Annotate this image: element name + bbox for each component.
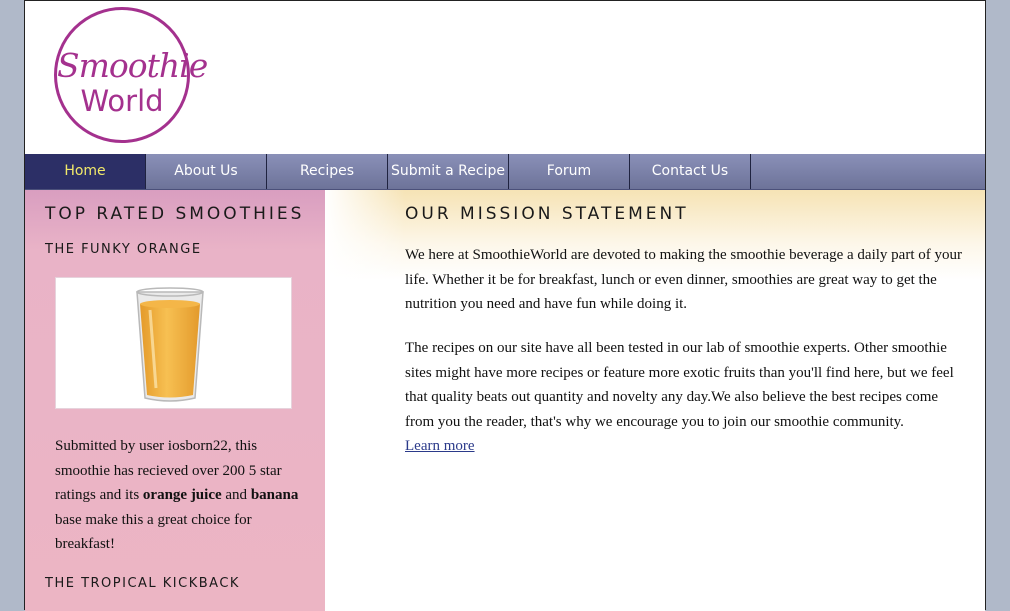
featured-desc-part: and [221,487,251,503]
highlight-banana: banana [250,487,299,503]
logo-text-world: World [80,84,164,118]
nav-recipes[interactable]: Recipes [267,154,388,189]
smoothie-photo[interactable] [55,277,292,409]
featured-desc-part: base make this a great choice for breakfast! [55,511,252,552]
learn-more-link[interactable]: Learn more [405,438,475,454]
header-fade [325,190,405,280]
sidebar-title: TOP RATED SMOOTHIES [45,204,305,224]
nav-forum[interactable]: Forum [509,154,630,189]
nav-about-us[interactable]: About Us [146,154,267,189]
mission-paragraph-2 [405,336,965,459]
mission-paragraph-2-text: The recipes on our site have all been tested in our lab of smoothie experts. Other smoothie sites might have more recipes or feature more exotic fruits than you'll find here, but we feel that quality beats out quantity and novelty any day.We also believe the best recipes come from you the reader, that's why we encourage you to join our smoothie community. [405,340,954,430]
next-smoothie-name[interactable]: THE TROPICAL KICKBACK [45,576,240,591]
featured-desc-part: Submitted by user iosborn22, this smoothie has recieved over 200 5 star ratings and its [55,438,282,503]
site-header [25,1,985,154]
nav-submit-recipe[interactable]: Submit a Recipe [388,154,509,189]
sidebar [25,190,325,611]
site-logo[interactable] [54,7,208,143]
orange-smoothie-glass-icon [134,284,206,404]
page [24,0,986,610]
highlight-orange-juice: orange juice [142,487,222,503]
nav-home[interactable]: Home [25,154,146,189]
main-nav [25,154,985,190]
mission-paragraph-1: We here at SmoothieWorld are devoted to making the smoothie beverage a daily part of your life. Whether it be for breakfast, lunch or even dinner, smoothies are great way to get the nutrition you need and have fun while doing it. [405,247,962,312]
main-content [325,190,985,611]
nav-contact-us[interactable]: Contact Us [630,154,751,189]
featured-smoothie-description [55,434,305,557]
mission-title: OUR MISSION STATEMENT [405,204,689,224]
logo-text-smoothie: Smoothie [57,46,208,85]
featured-smoothie-name[interactable]: THE FUNKY ORANGE [45,242,202,257]
